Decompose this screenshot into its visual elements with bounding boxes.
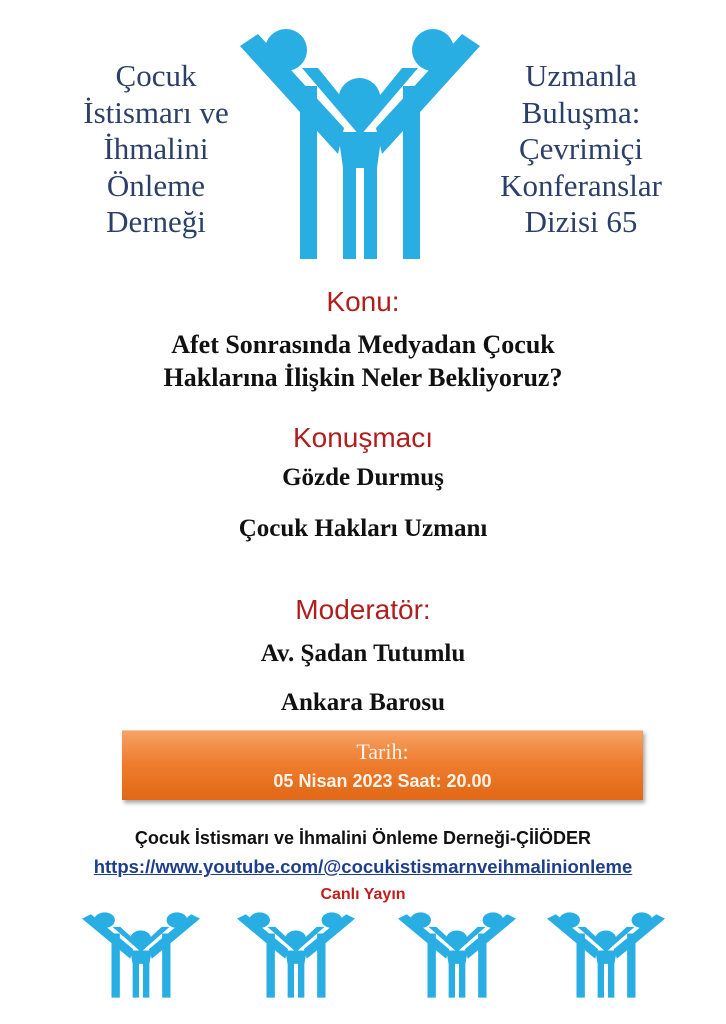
date-value: 05 Nisan 2023 Saat: 20.00	[273, 771, 492, 791]
children-embrace-logo-icon	[240, 28, 480, 260]
series-title-line: Konferanslar	[500, 167, 662, 203]
speaker-heading: Konuşmacı	[292, 422, 434, 453]
children-embrace-logo-icon	[82, 912, 200, 998]
children-embrace-logo-icon	[237, 912, 355, 998]
topic-heading: Konu:	[326, 286, 400, 317]
speaker-title: Çocuk Hakları Uzmanı	[238, 515, 488, 542]
series-title	[478, 58, 684, 241]
series-title-line: Çevrimiçi	[519, 131, 643, 166]
series-title-line: Uzmanla	[525, 58, 637, 93]
speaker-name: Gözde Durmuş	[282, 464, 444, 491]
date-banner	[122, 730, 643, 800]
children-embrace-logo-icon	[398, 912, 516, 998]
series-title-line: Dizisi 65	[524, 204, 638, 239]
organization-name-line: Derneği	[106, 204, 206, 239]
live-stream-label: Canlı Yayın	[320, 886, 406, 903]
organization-name-line: Önleme	[106, 167, 206, 203]
children-embrace-logo-icon	[547, 912, 665, 998]
topic-line: Haklarına İlişkin Neler Bekliyoruz?	[163, 363, 563, 392]
organization-name	[78, 58, 234, 241]
moderator-affiliation: Ankara Barosu	[280, 689, 446, 716]
series-title-line: Buluşma:	[521, 94, 641, 130]
organization-name-line: İstismarı ve	[83, 94, 229, 130]
topic-line: Afet Sonrasında Medyadan Çocuk	[171, 330, 555, 359]
youtube-link[interactable]: https://www.youtube.com/@cocukistismarnveihmalinionleme	[93, 856, 633, 877]
footer-organization: Çocuk İstismarı ve İhmalini Önleme Derneği-ÇİİÖDER	[134, 828, 592, 848]
organization-name-line: İhmalini	[103, 131, 209, 166]
organization-name-line: Çocuk	[115, 58, 197, 93]
moderator-heading: Moderatör:	[295, 594, 431, 625]
topic-text	[0, 328, 726, 394]
moderator-name: Av. Şadan Tutumlu	[260, 640, 466, 667]
date-label: Tarih:	[356, 739, 409, 764]
